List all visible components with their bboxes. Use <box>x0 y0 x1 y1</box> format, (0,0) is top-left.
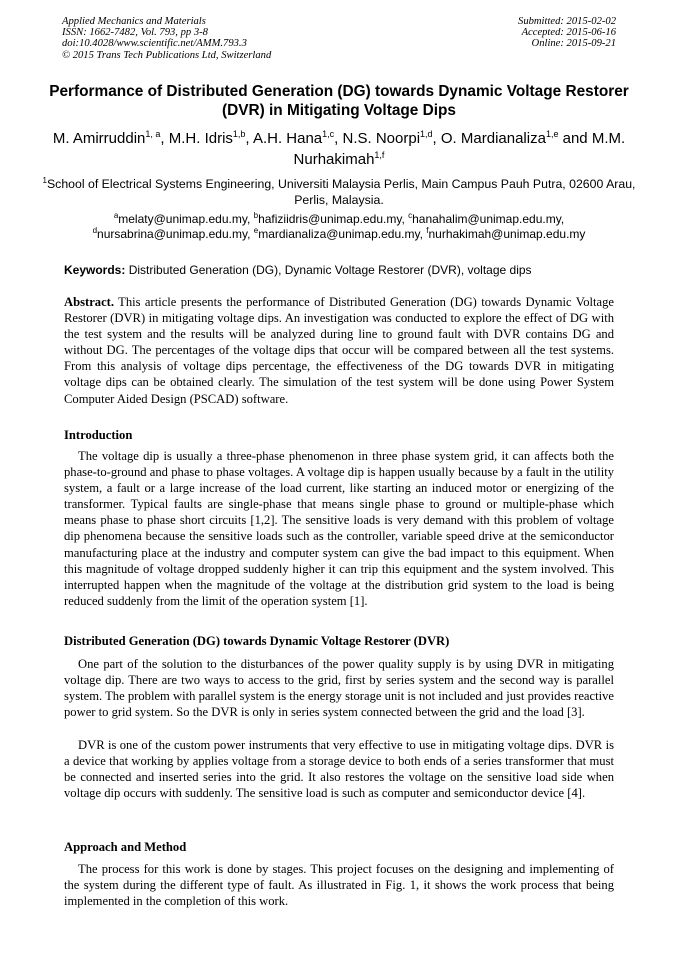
email[interactable]: $^d$nursabrina@unimap.edu.my, <box>92 226 254 241</box>
author: O. Mardianaliza$^{1,e}$ and <box>440 129 592 147</box>
email[interactable]: $^a$melaty@unimap.edu.my, <box>113 211 254 226</box>
author-emails <box>30 212 648 242</box>
abstract-text: This article presents the performance of Distributed Generation (DG) towards Dynamic Voltage Restorer (DVR) in mitigating voltage dips. An investigation was conducted to explore the effect of DG with the test system and the results will be analyzed during line to ground fault with DVR contains DG and without DG. The percentages of the voltage dips that occur will be compared between all the test systems. From this analysis of voltage dips percentage, the effectiveness of the DG towards DVR in mitigating voltage dips can be obtained clearly. The simulation of the test system will be done using Power System Computer Aided Design (PSCAD) software. <box>64 295 614 406</box>
method-paragraph: The process for this work is done by stages. This project focuses on the designing and implementing of the system during the different type of fault. As illustrated in Fig. 1, it shows the work process that being implemented in the completion of this work. <box>64 862 614 909</box>
online-date: Online: 2015-09-21 <box>531 38 616 50</box>
email[interactable]: $^f$nurhakimah@unimap.edu.my <box>426 226 586 241</box>
keywords-text: Distributed Generation (DG), Dynamic Voltage Restorer (DVR), voltage dips <box>128 263 532 277</box>
paper-title: Performance of Distributed Generation (DG) towards Dynamic Voltage Restorer (DVR) in Mitigating Voltage Dips <box>49 83 629 119</box>
author: M.H. Idris$^{1,b}$, <box>168 129 253 147</box>
abstract-label: Abstract. <box>64 295 115 309</box>
journal-issn: ISSN: 1662-7482, Vol. 793, pp 3-8 <box>62 27 208 39</box>
author-list <box>30 128 648 170</box>
journal-copyright: © 2015 Trans Tech Publications Ltd, Switzerland <box>62 49 272 61</box>
email[interactable]: $^e$mardianaliza@unimap.edu.my, <box>253 226 427 241</box>
journal-doi: doi:10.4028/www.scientific.net/AMM.793.3 <box>62 38 247 50</box>
author: A.H. Hana$^{1,c}$, <box>252 129 343 147</box>
keywords-label: Keywords: <box>64 263 126 277</box>
email[interactable]: $^b$hafiziidris@unimap.edu.my, <box>253 211 409 226</box>
journal-info <box>62 16 382 61</box>
submitted-date: Submitted: 2015-02-02 <box>518 16 616 27</box>
dg-dvr-paragraph-1: One part of the solution to the disturbances of the power quality supply is by using DVR in mitigating voltage dip. There are two ways to access to the grid, first by series system and the second way is parallel system. The problem with parallel system is the energy storage unit is not included and just provides reactive power to grid system. So the DVR is only in series system connected between the grid and the load [3]. <box>64 657 614 720</box>
author: M. Amirruddin$^{1, a}$, <box>52 129 169 147</box>
email[interactable]: $^c$hanahalim@unimap.edu.my, <box>408 211 565 226</box>
author: N.S. Noorpi$^{1,d}$, <box>342 129 441 147</box>
section-heading-method: Approach and Method <box>64 840 187 854</box>
author: M.M. Nurhakimah$^{1,f}$ <box>293 130 626 168</box>
introduction-paragraph: The voltage dip is usually a three-phase phenomenon in three phase system grid, it can affects both the phase-to-ground and phase to phase voltages. A voltage dip is happen usually because by a fault in the utility system, a fault or a large increase of the load current, like starting an induced motor or energizing of the transformer. Typical faults are single-phase that means single phase to ground or multiple-phase which means phase to phase short circuits [1,2]. The sensitive loads is very demand with this problem of voltage dip phenomena because the sensitive loads such as the controller, variable speed drive at the semiconductor manufacturing place at the industry and computer system can give the bad impact to this equipment. When this magnitude of voltage dropped suddenly higher it can trip this equipment and the system involved. This interrupted happen when the magnitude of the voltage at the distribution grid system to the load is being reduced suddenly from the limit of the operation system [1]. <box>64 449 614 608</box>
affiliation: $^1$School of Electrical Systems Engineering, Universiti Malaysia Perlis, Main Campus Pauh Putra, 02600 Arau, Perlis, Malaysia. <box>42 176 636 207</box>
journal-name: Applied Mechanics and Materials <box>62 16 206 27</box>
submission-dates <box>396 16 616 50</box>
section-heading-dg-dvr: Distributed Generation (DG) towards Dynamic Voltage Restorer (DVR) <box>64 634 450 648</box>
keywords <box>64 262 616 278</box>
dg-dvr-paragraph-2: DVR is one of the custom power instruments that very effective to use in mitigating voltage dips. DVR is a device that working by applies voltage from a storage device to both ends of a series transformer that must be connected and inserted series into the grid. It also restores the voltage on the sensitive load side when voltage dip occurs with suddenly. The sensitive load is such as computer and semiconductor device [4]. <box>64 738 614 801</box>
abstract <box>64 294 614 407</box>
accepted-date: Accepted: 2015-06-16 <box>521 27 616 39</box>
section-heading-introduction: Introduction <box>64 428 133 442</box>
